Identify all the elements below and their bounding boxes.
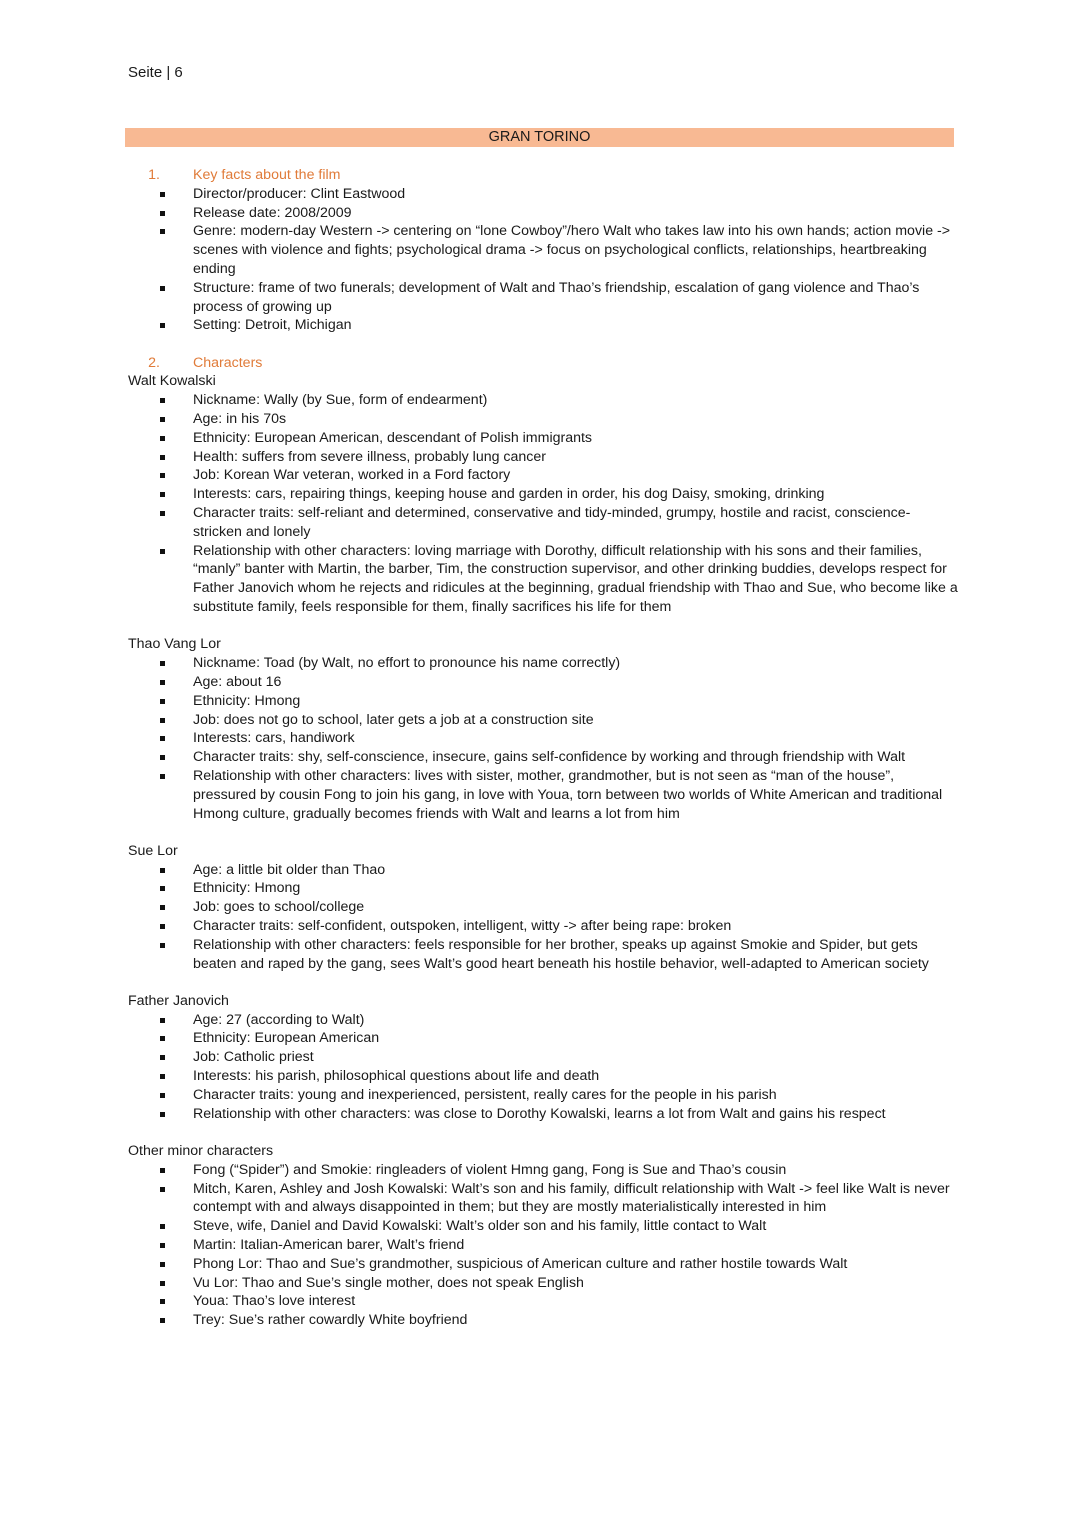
list-item-text: Ethnicity: Hmong bbox=[193, 880, 301, 897]
document-title-bar bbox=[125, 128, 954, 147]
list-item bbox=[128, 917, 958, 936]
list-item-text: Relationship with other characters: was close to Dorothy Kowalski, learns a lot from Walt and gains his respect bbox=[193, 1105, 886, 1122]
square-bullet-icon bbox=[128, 917, 193, 936]
list-item-text: Nickname: Toad (by Walt, no effort to pronounce his name correctly) bbox=[193, 655, 621, 672]
square-bullet-icon bbox=[128, 879, 193, 898]
list-item bbox=[128, 692, 958, 711]
square-bullet-icon bbox=[128, 692, 193, 711]
square-bullet-icon bbox=[128, 711, 193, 730]
list-item-text: Age: in his 70s bbox=[193, 411, 287, 428]
list-item bbox=[128, 1086, 958, 1105]
list-item bbox=[128, 1180, 958, 1218]
list-item bbox=[128, 466, 958, 485]
square-bullet-icon bbox=[128, 748, 193, 767]
document-title: GRAN TORINO bbox=[488, 129, 591, 145]
list-item bbox=[128, 410, 958, 429]
character-name-sue: Sue Lor bbox=[128, 842, 178, 859]
section-number: 2. bbox=[148, 354, 160, 371]
character-name-thao: Thao Vang Lor bbox=[128, 636, 221, 653]
list-item bbox=[128, 1311, 958, 1330]
list-item-text: Structure: frame of two funerals; development of Walt and Thao’s friendship, escalation of gang violence and Thao’s process of growing up bbox=[193, 279, 920, 315]
square-bullet-icon bbox=[128, 1236, 193, 1255]
page-number: Seite | 6 bbox=[128, 64, 183, 81]
square-bullet-icon bbox=[128, 1161, 193, 1180]
list-item-text: Phong Lor: Thao and Sue’s grandmother, suspicious of American culture and rather hostile towards Walt bbox=[193, 1255, 848, 1272]
square-bullet-icon bbox=[128, 1011, 193, 1030]
list-item bbox=[128, 767, 958, 823]
list-item bbox=[128, 185, 958, 204]
square-bullet-icon bbox=[128, 504, 193, 542]
list-item bbox=[128, 1292, 958, 1311]
list-item-text: Character traits: self-confident, outspoken, intelligent, witty -> after being rape: broken bbox=[193, 917, 732, 934]
list-item bbox=[128, 673, 958, 692]
list-item bbox=[128, 485, 958, 504]
list-item bbox=[128, 391, 958, 410]
square-bullet-icon bbox=[128, 316, 193, 335]
square-bullet-icon bbox=[128, 1292, 193, 1311]
walt-list bbox=[128, 391, 958, 617]
list-item-text: Relationship with other characters: loving marriage with Dorothy, difficult relationship with his sons and their families, “manly” banter with Martin, the barber, Tim, the construction supervisor, and other drinking buddies, develops respect for Father Janovich whom he rejects and ridicules at the beginning, gradual friendship with Thao and Sue, who become like a substitute family, feels responsible for them, finally sacrifices his life for them bbox=[193, 542, 958, 616]
list-item-text: Interests: his parish, philosophical questions about life and death bbox=[193, 1068, 600, 1085]
square-bullet-icon bbox=[128, 729, 193, 748]
list-item bbox=[128, 748, 958, 767]
list-item-text: Genre: modern-day Western -> centering on “lone Cowboy”/hero Walt who takes law into his own hands; action movie -> scenes with violence and fights; psychological drama -> focus on psychological conflicts, relationships, heartbreaking ending bbox=[193, 223, 951, 277]
key-facts-list bbox=[128, 185, 958, 335]
square-bullet-icon bbox=[128, 654, 193, 673]
list-item bbox=[128, 316, 958, 335]
section-number: 1. bbox=[148, 167, 160, 183]
list-item-text: Interests: cars, handiwork bbox=[193, 730, 355, 747]
list-item-text: Trey: Sue’s rather cowardly White boyfriend bbox=[193, 1312, 468, 1329]
list-item bbox=[128, 711, 958, 730]
list-item-text: Relationship with other characters: lives with sister, mother, grandmother, but is not seen as “man of the house”, pressured by cousin Fong to join his gang, in love with Youa, torn between two worlds of White American and traditional Hmong culture, gradually becomes friends with Walt and learns a lot from him bbox=[193, 767, 943, 822]
janovich-list bbox=[128, 1011, 958, 1124]
square-bullet-icon bbox=[128, 222, 193, 278]
list-item bbox=[128, 1011, 958, 1030]
section-heading-key-facts bbox=[128, 166, 958, 185]
list-item bbox=[128, 1029, 958, 1048]
list-item-text: Mitch, Karen, Ashley and Josh Kowalski: Walt’s son and his family, difficult relationship with Walt -> feel like Walt is never contempt with and always disappointed in them; but they are mostly materialistically interested in him bbox=[193, 1180, 950, 1216]
square-bullet-icon bbox=[128, 1255, 193, 1274]
square-bullet-icon bbox=[128, 185, 193, 204]
list-item-text: Character traits: self-reliant and determined, conservative and tidy-minded, grumpy, hostile and racist, conscience-stricken and lonely bbox=[193, 505, 911, 540]
square-bullet-icon bbox=[128, 448, 193, 467]
square-bullet-icon bbox=[128, 1105, 193, 1124]
square-bullet-icon bbox=[128, 542, 193, 617]
list-item bbox=[128, 504, 958, 542]
list-item-text: Director/producer: Clint Eastwood bbox=[193, 185, 406, 202]
square-bullet-icon bbox=[128, 279, 193, 317]
list-item bbox=[128, 1048, 958, 1067]
square-bullet-icon bbox=[128, 936, 193, 974]
list-item bbox=[128, 222, 958, 278]
square-bullet-icon bbox=[128, 485, 193, 504]
square-bullet-icon bbox=[128, 861, 193, 880]
section-title: Characters bbox=[193, 354, 263, 371]
list-item-text: Martin: Italian-American barer, Walt’s friend bbox=[193, 1236, 465, 1253]
square-bullet-icon bbox=[128, 1086, 193, 1105]
list-item-text: Job: does not go to school, later gets a job at a construction site bbox=[193, 711, 594, 728]
list-item-text: Health: suffers from severe illness, probably lung cancer bbox=[193, 448, 547, 465]
list-item bbox=[128, 1217, 958, 1236]
list-item-text: Job: Korean War veteran, worked in a Ford factory bbox=[193, 467, 511, 484]
list-item-text: Ethnicity: European American bbox=[193, 1030, 380, 1047]
section-title: Key facts about the film bbox=[193, 167, 341, 183]
character-name-walt: Walt Kowalski bbox=[128, 373, 216, 390]
list-item-text: Ethnicity: Hmong bbox=[193, 692, 301, 709]
square-bullet-icon bbox=[128, 1274, 193, 1293]
list-item bbox=[128, 861, 958, 880]
square-bullet-icon bbox=[128, 410, 193, 429]
list-item-text: Youa: Thao’s love interest bbox=[193, 1293, 356, 1310]
list-item-text: Age: about 16 bbox=[193, 673, 282, 690]
square-bullet-icon bbox=[128, 1217, 193, 1236]
sue-list bbox=[128, 861, 958, 974]
square-bullet-icon bbox=[128, 1048, 193, 1067]
list-item bbox=[128, 1161, 958, 1180]
square-bullet-icon bbox=[128, 429, 193, 448]
list-item-text: Setting: Detroit, Michigan bbox=[193, 317, 352, 334]
list-item-text: Interests: cars, repairing things, keeping house and garden in order, his dog Daisy, smoking, drinking bbox=[193, 486, 825, 503]
list-item bbox=[128, 1255, 958, 1274]
list-item bbox=[128, 279, 958, 317]
square-bullet-icon bbox=[128, 1180, 193, 1218]
list-item bbox=[128, 1236, 958, 1255]
list-item bbox=[128, 542, 958, 617]
list-item-text: Nickname: Wally (by Sue, form of endearment) bbox=[193, 392, 488, 409]
list-item bbox=[128, 429, 958, 448]
minor-characters-list bbox=[128, 1161, 958, 1330]
list-item bbox=[128, 204, 958, 223]
thao-list bbox=[128, 654, 958, 823]
list-item-text: Release date: 2008/2009 bbox=[193, 204, 352, 221]
list-item bbox=[128, 1274, 958, 1293]
list-item-text: Character traits: shy, self-conscience, insecure, gains self-confidence by working and through friendship with Walt bbox=[193, 749, 906, 766]
list-item-text: Age: 27 (according to Walt) bbox=[193, 1011, 365, 1028]
square-bullet-icon bbox=[128, 204, 193, 223]
minor-characters-heading: Other minor characters bbox=[128, 1142, 274, 1159]
square-bullet-icon bbox=[128, 767, 193, 823]
list-item-text: Vu Lor: Thao and Sue’s single mother, does not speak English bbox=[193, 1274, 584, 1291]
list-item bbox=[128, 1067, 958, 1086]
square-bullet-icon bbox=[128, 1311, 193, 1330]
list-item bbox=[128, 448, 958, 467]
list-item-text: Job: Catholic priest bbox=[193, 1049, 314, 1066]
list-item-text: Character traits: young and inexperienced, persistent, really cares for the people in his parish bbox=[193, 1086, 777, 1103]
list-item-text: Steve, wife, Daniel and David Kowalski: Walt’s older son and his family, little contact to Walt bbox=[193, 1218, 767, 1235]
list-item-text: Job: goes to school/college bbox=[193, 899, 365, 916]
square-bullet-icon bbox=[128, 466, 193, 485]
list-item bbox=[128, 936, 958, 974]
square-bullet-icon bbox=[128, 391, 193, 410]
list-item bbox=[128, 879, 958, 898]
list-item-text: Fong (“Spider”) and Smokie: ringleaders of violent Hmng gang, Fong is Sue and Thao’s cousin bbox=[193, 1161, 787, 1178]
square-bullet-icon bbox=[128, 1067, 193, 1086]
section-heading-characters bbox=[128, 354, 958, 373]
list-item bbox=[128, 898, 958, 917]
square-bullet-icon bbox=[128, 673, 193, 692]
square-bullet-icon bbox=[128, 898, 193, 917]
list-item-text: Age: a little bit older than Thao bbox=[193, 861, 386, 878]
square-bullet-icon bbox=[128, 1029, 193, 1048]
list-item-text: Relationship with other characters: feels responsible for her brother, speaks up against Smokie and Spider, but gets beaten and raped by the gang, sees Walt’s good heart beneath his hostile behavior, well-adapted to American society bbox=[193, 936, 929, 972]
list-item bbox=[128, 1105, 958, 1124]
document-body bbox=[128, 166, 958, 1330]
list-item bbox=[128, 654, 958, 673]
list-item bbox=[128, 729, 958, 748]
character-name-janovich: Father Janovich bbox=[128, 992, 229, 1009]
list-item-text: Ethnicity: European American, descendant of Polish immigrants bbox=[193, 429, 593, 446]
